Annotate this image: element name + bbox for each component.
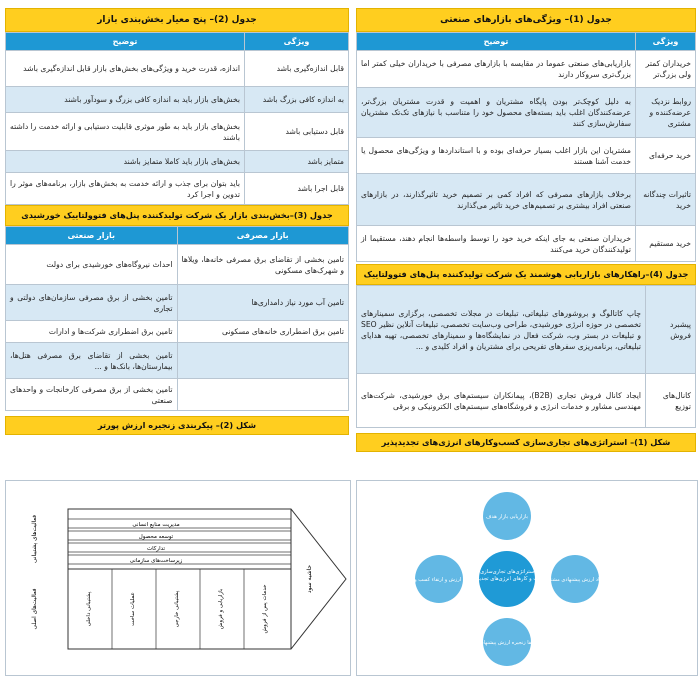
table1-desc: برخلاف بازارهای مصرفی که افراد کمی بر تصمیم خرید تاثیرگذارند، در بازارهای صنعتی افراد بیشتری بر تصمیم‌های خرید تاثیر می‌گذارند — [357, 174, 636, 226]
table1-desc: به دلیل کوچک‌تر بودن پایگاه مشتریان و اهمیت و قدرت مشتریان بزرگ‌تر، عرضه‌کنندگان اغلب باید بسته‌های محصول خود را متناسب با نیازهای تک‌تک مشتریان سفارش‌سازی کنند — [357, 88, 636, 138]
table-row — [357, 374, 696, 428]
margin-label: حاشیه سود — [306, 564, 313, 594]
table-row — [357, 51, 696, 88]
table3-consumer: تامین برق اضطراری خانه‌های مسکونی — [177, 321, 349, 343]
table-row — [357, 138, 696, 174]
primary-col-label: پشتیبانی داخلی — [86, 591, 92, 627]
table4-desc: چاپ کاتالوگ و بروشورهای تبلیغاتی، تبلیغات در مجلات تخصصی، برگزاری سمینارهای تخصصی در حوزه انرژی خورشیدی، طراحی وب‌سایت تخصصی، تبلیغات آنلاین نظیر SEO و تبلیغات در بستر وب، شرکت فعال در نمایشگاه‌ها و سمینارهای تخصصی، تهیه هدایای تبلیغاتی، برنامه‌ریزی سفرهای تفریحی برای مشتریان و افراد کلیدی و ... — [357, 286, 646, 374]
table2-desc: باید بتوان برای جذب و ارائه خدمت به بخش‌های بازار، برنامه‌های موثر را تدوین و اجرا کرد — [6, 173, 245, 205]
table2-feature: متمایز باشد — [245, 151, 349, 173]
center-label: استراتژی‌های تجاری‌سازی کسب و کارهای انرژی‌های تجدیدپذیر — [468, 569, 546, 582]
table3-title: جدول (3)–بخش‌بندی بازار یک شرکت تولیدکننده پنل‌های فتوولتاییک خورشیدی — [5, 205, 349, 226]
top-label: بازاریابی بازار هدف — [486, 514, 528, 520]
table-row — [6, 151, 349, 173]
table3-consumer — [177, 343, 349, 379]
table-row — [6, 173, 349, 205]
primary-col-label: بازاریابی و فروش — [218, 588, 224, 630]
table1-feature: تاثیرات چندگانه خرید — [636, 174, 696, 226]
table1-feature: خریداران کمتر ولی بزرگ‌تر — [636, 51, 696, 88]
table2-desc: اندازه، قدرت خرید و ویژگی‌های بخش‌های بازار قابل اندازه‌گیری باشد — [6, 51, 245, 87]
primary-col-label: عملیات ساخت — [130, 592, 136, 626]
table3-industrial: تامین بخشی از تقاضای برق مصرفی هتل‌ها، بیمارستان‌ها، بانک‌ها و ... — [6, 343, 178, 379]
support-row-label: تدارکات — [146, 546, 166, 552]
table-row — [357, 174, 696, 226]
table4-feature: کانال‌های توزیع — [646, 374, 696, 428]
support-row-label: زیرساخت‌های سازمانی — [129, 558, 183, 564]
figure2-diagram — [5, 480, 351, 676]
table2-feature: قابل اجرا باشد — [245, 173, 349, 205]
table3-consumer: تامین بخشی از تقاضای برق مصرفی خانه‌ها، ویلاها و شهرک‌های مسکونی — [177, 245, 349, 285]
table-row — [357, 286, 696, 374]
table-row — [6, 87, 349, 113]
table-row — [6, 245, 349, 285]
table-row — [6, 379, 349, 411]
table3-header-industrial: بازار صنعتی — [6, 227, 178, 245]
table1-header-desc: توضیح — [357, 33, 636, 51]
support-row-label: مدیریت منابع انسانی — [132, 522, 180, 528]
table-row — [6, 51, 349, 87]
figure2-title: شکل (2)– پیکربندی زنجیره ارزش پورتر — [5, 416, 349, 435]
table4-feature: پیشبرد فروش — [646, 286, 696, 374]
primary-col-label: خدمات پس از فروش — [262, 584, 268, 634]
table3-industrial: احداث نیروگاه‌های خورشیدی برای دولت — [6, 245, 178, 285]
figure1-diagram — [356, 480, 698, 676]
table1-feature: خرید مستقیم — [636, 226, 696, 262]
figure2-svg — [6, 481, 350, 675]
table3-industrial: تامین بخشی از برق مصرفی سازمان‌های دولتی و تجاری — [6, 285, 178, 321]
figure1-title: شکل (1)– استراتژی‌های تجاری‌سازی کسب‌وکارهای انرژی‌های تجدیدپذیر — [356, 433, 696, 452]
primary-activities-label: فعالیت‌های اصلی — [32, 588, 38, 630]
table-row — [357, 88, 696, 138]
table2-feature: قابل اندازه‌گیری باشد — [245, 51, 349, 87]
table2-feature: به اندازه کافی بزرگ باشد — [245, 87, 349, 113]
left-column — [5, 8, 349, 435]
table2 — [5, 32, 349, 205]
table1-feature: روابط نزدیک عرضه‌کننده و مشتری — [636, 88, 696, 138]
left-label: خلق ارزش و ارتقاء کسب و کار — [406, 577, 472, 583]
table1-desc: خریداران صنعتی به جای اینکه خرید خود را توسط واسطه‌ها انجام دهند، مستقیما از تولیدکنندگان خرید می‌کنند — [357, 226, 636, 262]
right-column — [356, 8, 696, 452]
table3-consumer — [177, 379, 349, 411]
table3-consumer: تامین آب مورد نیاز دامداری‌ها — [177, 285, 349, 321]
table-row — [6, 285, 349, 321]
table1-title: جدول (1)– ویژگی‌های بازارهای صنعتی — [356, 8, 696, 32]
table3 — [5, 226, 349, 411]
table2-desc: بخش‌های بازار باید کاملا متمایز باشند — [6, 151, 245, 173]
table-row — [357, 226, 696, 262]
table1-desc: مشتریان این بازار اغلب بسیار حرفه‌ای بوده و با استانداردها و ویژگی‌های محصول یا خدمت آشنا هستند — [357, 138, 636, 174]
primary-col-label: پشتیبانی خارجی — [174, 590, 180, 628]
table3-industrial: تامین بخشی از برق مصرفی کارخانجات و واحدهای صنعتی — [6, 379, 178, 411]
table-row — [6, 321, 349, 343]
figure1-svg — [357, 481, 697, 675]
table4 — [356, 285, 696, 428]
table1-header-feature: ویژگی — [636, 33, 696, 51]
table1-desc: بازاریابی‌های صنعتی عموما در مقایسه با بازارهای مصرفی با خریداران خیلی کمتر اما بزرگ‌تری سروکار دارند — [357, 51, 636, 88]
value-chain-arrow — [68, 509, 346, 649]
table2-header-feature: ویژگی — [245, 33, 349, 51]
table4-title: جدول (4)–راهکارهای بازاریابی هوشمند یک شرکت تولیدکننده پنل‌های فتوولتاییک — [356, 264, 696, 285]
bottom-label: ارتقا زنجیره ارزش پیشنهادی — [477, 640, 537, 646]
table2-feature: قابل دستیابی باشد — [245, 113, 349, 151]
table-row — [6, 113, 349, 151]
table-row — [6, 343, 349, 379]
support-activities-label: فعالیت‌های پشتیبانی — [32, 515, 38, 563]
support-row-label: توسعه محصول — [138, 534, 174, 540]
table4-desc: ایجاد کانال فروش تجاری (B2B)، پیمانکاران سیستم‌های برق خورشیدی، شرکت‌های مهندسی مشاور و خدمات انرژی و فروشگاه‌های سیستم‌های الکترونیکی و برقی — [357, 374, 646, 428]
table2-title: جدول (2)– پنج معیار بخش‌بندی بازار — [5, 8, 349, 32]
table2-header-desc: توضیح — [6, 33, 245, 51]
table2-desc: بخش‌های بازار باید به اندازه کافی بزرگ و سودآور باشند — [6, 87, 245, 113]
table1 — [356, 32, 696, 262]
right-label: ایجاد ارزش پیشنهادی مشتری — [544, 577, 606, 583]
table3-industrial: تامین برق اضطراری شرکت‌ها و ادارات — [6, 321, 178, 343]
table3-header-consumer: بازار مصرفی — [177, 227, 349, 245]
table2-desc: بخش‌های بازار باید به طور موثری قابلیت دستیابی و ارائه خدمت را داشته باشند — [6, 113, 245, 151]
table1-feature: خرید حرفه‌ای — [636, 138, 696, 174]
